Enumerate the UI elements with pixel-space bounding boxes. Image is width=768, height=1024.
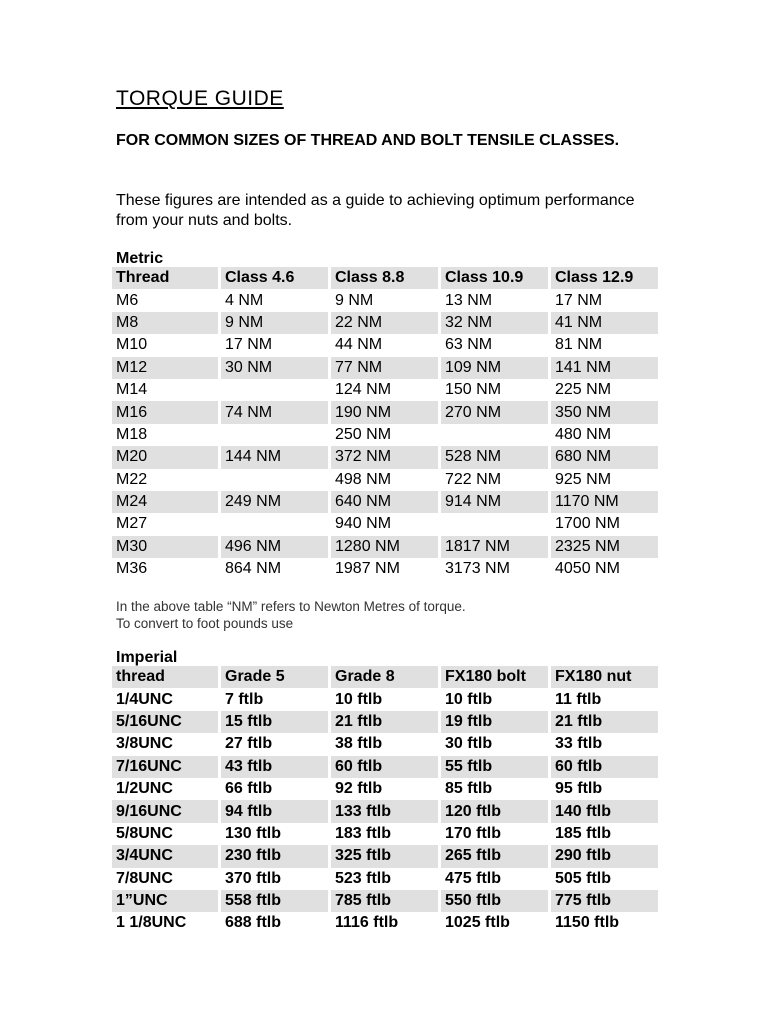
imperial-table-cell: 27 ftlb bbox=[221, 733, 331, 755]
imperial-table-cell: 11 ftlb bbox=[555, 690, 602, 708]
metric-table-cell: 32 NM bbox=[441, 312, 551, 334]
metric-table-cell: 77 NM bbox=[331, 357, 441, 379]
imperial-table-cell: 5/8UNC bbox=[112, 823, 221, 845]
metric-table-cell: 9 NM bbox=[331, 289, 441, 311]
imperial-table-row bbox=[112, 688, 658, 710]
metric-table-cell: M14 bbox=[112, 379, 221, 401]
imperial-table-cell: 5/16UNC bbox=[112, 711, 221, 733]
imperial-table-cell: 43 ftlb bbox=[221, 756, 331, 778]
imperial-table-cell: 140 ftlb bbox=[551, 800, 658, 822]
metric-table-cell: 225 NM bbox=[555, 381, 612, 399]
imperial-table-cell: 558 ftlb bbox=[221, 890, 331, 912]
imperial-table-cell: 30 ftlb bbox=[441, 733, 551, 755]
metric-header-row bbox=[112, 267, 658, 289]
imperial-column-header: FX180 nut bbox=[551, 666, 658, 688]
imperial-table-cell: 325 ftlb bbox=[331, 845, 441, 867]
metric-table-cell: M22 bbox=[112, 469, 221, 491]
metric-table-row bbox=[112, 312, 658, 334]
metric-table-cell: M18 bbox=[112, 424, 221, 446]
metric-table-cell: 350 NM bbox=[551, 401, 658, 423]
metric-table-cell: 30 NM bbox=[221, 357, 331, 379]
metric-table-cell: 480 NM bbox=[555, 425, 612, 443]
metric-table-cell: M8 bbox=[112, 312, 221, 334]
metric-table-cell: 63 NM bbox=[441, 334, 551, 356]
metric-table-cell bbox=[441, 513, 551, 535]
imperial-table-cell: 3/4UNC bbox=[112, 845, 221, 867]
metric-table-cell: 44 NM bbox=[331, 334, 441, 356]
metric-table-cell: 22 NM bbox=[331, 312, 441, 334]
imperial-table-cell: 290 ftlb bbox=[551, 845, 658, 867]
imperial-table-row bbox=[112, 756, 658, 778]
imperial-table-cell: 183 ftlb bbox=[331, 823, 441, 845]
imperial-table-cell: 475 ftlb bbox=[441, 868, 551, 890]
imperial-table-cell: 92 ftlb bbox=[331, 778, 441, 800]
imperial-table-cell: 505 ftlb bbox=[555, 869, 612, 887]
imperial-table-cell: 33 ftlb bbox=[555, 735, 603, 753]
imperial-table-cell: 1116 ftlb bbox=[331, 912, 441, 934]
imperial-table-row bbox=[112, 912, 658, 934]
metric-table-cell: M24 bbox=[112, 491, 221, 513]
imperial-table-cell: 1/4UNC bbox=[112, 688, 221, 710]
imperial-table-row bbox=[112, 800, 658, 822]
metric-table-cell: 640 NM bbox=[331, 491, 441, 513]
metric-table-cell: 1700 NM bbox=[555, 515, 620, 533]
metric-table-row bbox=[112, 513, 658, 535]
imperial-table-cell: 185 ftlb bbox=[555, 824, 612, 842]
metric-table-cell bbox=[221, 424, 331, 446]
imperial-table-row bbox=[112, 845, 658, 867]
metric-table-cell: 150 NM bbox=[441, 379, 551, 401]
metric-table-cell: M12 bbox=[112, 357, 221, 379]
metric-column-header: Class 8.8 bbox=[331, 267, 441, 289]
metric-table-row bbox=[112, 446, 658, 468]
note-line-2: To convert to foot pounds use bbox=[116, 616, 294, 631]
imperial-column-header: FX180 bolt bbox=[441, 666, 551, 688]
metric-table-cell: 1280 NM bbox=[331, 536, 441, 558]
metric-table-row bbox=[112, 334, 658, 356]
imperial-table-row bbox=[112, 733, 658, 755]
imperial-table-cell: 15 ftlb bbox=[221, 711, 331, 733]
metric-table-cell: 864 NM bbox=[221, 558, 331, 580]
metric-column-header: Class 4.6 bbox=[221, 267, 331, 289]
imperial-table-row bbox=[112, 711, 658, 733]
imperial-table-cell: 7 ftlb bbox=[221, 688, 331, 710]
metric-table-row bbox=[112, 401, 658, 423]
imperial-table-cell: 3/8UNC bbox=[112, 733, 221, 755]
metric-table-cell: 9 NM bbox=[221, 312, 331, 334]
metric-table-cell: 1817 NM bbox=[441, 536, 551, 558]
imperial-table-cell: 66 ftlb bbox=[221, 778, 331, 800]
metric-table-cell: 4050 NM bbox=[555, 560, 620, 578]
metric-table-cell: 250 NM bbox=[331, 424, 441, 446]
metric-table-cell: 2325 NM bbox=[551, 536, 658, 558]
metric-table-cell: 74 NM bbox=[221, 401, 331, 423]
imperial-table-cell: 370 ftlb bbox=[221, 868, 331, 890]
intro-paragraph: These figures are intended as a guide to achieving optimum performance from your nuts and bolts. bbox=[116, 192, 635, 229]
metric-table-cell: M10 bbox=[112, 334, 221, 356]
imperial-table-cell: 1/2UNC bbox=[112, 778, 221, 800]
imperial-column-header: Grade 5 bbox=[221, 666, 331, 688]
metric-table-cell: 498 NM bbox=[331, 469, 441, 491]
note-line-1: In the above table “NM” refers to Newton Metres of torque. bbox=[116, 599, 466, 614]
metric-table-cell: 17 NM bbox=[555, 291, 603, 309]
document-subtitle: FOR COMMON SIZES OF THREAD AND BOLT TENSILE CLASSES. bbox=[116, 132, 620, 149]
imperial-table-cell: 55 ftlb bbox=[441, 756, 551, 778]
metric-table-cell: 722 NM bbox=[441, 469, 551, 491]
imperial-table-cell: 550 ftlb bbox=[441, 890, 551, 912]
metric-column-header: Class 10.9 bbox=[441, 267, 551, 289]
metric-table-cell bbox=[221, 379, 331, 401]
imperial-table-row bbox=[112, 778, 658, 800]
metric-column-header: Class 12.9 bbox=[551, 267, 658, 289]
imperial-table-row bbox=[112, 890, 658, 912]
imperial-table-cell: 1 1/8UNC bbox=[112, 912, 221, 934]
metric-table-cell: 914 NM bbox=[441, 491, 551, 513]
imperial-table-cell: 10 ftlb bbox=[331, 688, 441, 710]
document-title: TORQUE GUIDE bbox=[116, 87, 284, 110]
imperial-table-cell: 1150 ftlb bbox=[555, 914, 620, 932]
metric-table-cell: 124 NM bbox=[331, 379, 441, 401]
metric-table-cell: 81 NM bbox=[555, 336, 603, 354]
metric-table-cell: 17 NM bbox=[221, 334, 331, 356]
imperial-table-cell: 7/8UNC bbox=[112, 868, 221, 890]
metric-table-row bbox=[112, 289, 658, 311]
metric-table-cell: 372 NM bbox=[331, 446, 441, 468]
imperial-table-cell: 133 ftlb bbox=[331, 800, 441, 822]
metric-table-row bbox=[112, 558, 658, 580]
metric-table-cell: M27 bbox=[112, 513, 221, 535]
imperial-table-cell: 19 ftlb bbox=[441, 711, 551, 733]
imperial-table-row bbox=[112, 868, 658, 890]
imperial-table-cell: 21 ftlb bbox=[331, 711, 441, 733]
imperial-section-label: Imperial bbox=[116, 649, 178, 666]
metric-table-cell: 144 NM bbox=[221, 446, 331, 468]
metric-table-cell: M20 bbox=[112, 446, 221, 468]
metric-table-cell: 680 NM bbox=[551, 446, 658, 468]
imperial-column-header: thread bbox=[112, 666, 221, 688]
metric-table-cell: 270 NM bbox=[441, 401, 551, 423]
metric-table-cell: M6 bbox=[112, 289, 221, 311]
imperial-table-cell: 785 ftlb bbox=[331, 890, 441, 912]
imperial-table-cell: 10 ftlb bbox=[441, 688, 551, 710]
metric-table-cell: 4 NM bbox=[221, 289, 331, 311]
imperial-header-row bbox=[112, 666, 658, 688]
metric-table-cell bbox=[221, 513, 331, 535]
imperial-table-cell: 85 ftlb bbox=[441, 778, 551, 800]
imperial-table-cell: 120 ftlb bbox=[441, 800, 551, 822]
metric-table-cell: 1170 NM bbox=[551, 491, 658, 513]
imperial-table-cell: 60 ftlb bbox=[551, 756, 658, 778]
metric-table-row bbox=[112, 379, 658, 401]
metric-table-row bbox=[112, 536, 658, 558]
imperial-table-row bbox=[112, 823, 658, 845]
metric-table-cell: M36 bbox=[112, 558, 221, 580]
imperial-table-cell: 9/16UNC bbox=[112, 800, 221, 822]
metric-table-row bbox=[112, 357, 658, 379]
metric-table-cell: 528 NM bbox=[441, 446, 551, 468]
metric-table-cell: 41 NM bbox=[551, 312, 658, 334]
imperial-column-header: Grade 8 bbox=[331, 666, 441, 688]
imperial-table-cell: 523 ftlb bbox=[331, 868, 441, 890]
metric-table-cell: 3173 NM bbox=[441, 558, 551, 580]
imperial-table-cell: 130 ftlb bbox=[221, 823, 331, 845]
metric-table-cell: M16 bbox=[112, 401, 221, 423]
metric-table-cell: 109 NM bbox=[441, 357, 551, 379]
metric-table-cell: 1987 NM bbox=[331, 558, 441, 580]
imperial-table-cell: 230 ftlb bbox=[221, 845, 331, 867]
imperial-table-cell: 38 ftlb bbox=[331, 733, 441, 755]
imperial-table-cell: 775 ftlb bbox=[551, 890, 658, 912]
metric-table-cell bbox=[221, 469, 331, 491]
imperial-table-cell: 21 ftlb bbox=[551, 711, 658, 733]
metric-table-cell: 141 NM bbox=[551, 357, 658, 379]
metric-table-row bbox=[112, 491, 658, 513]
metric-table-cell: 496 NM bbox=[221, 536, 331, 558]
imperial-table-cell: 7/16UNC bbox=[112, 756, 221, 778]
imperial-table-cell: 60 ftlb bbox=[331, 756, 441, 778]
metric-section-label: Metric bbox=[116, 250, 164, 267]
metric-column-header: Thread bbox=[112, 267, 221, 289]
imperial-table-cell: 1025 ftlb bbox=[441, 912, 551, 934]
metric-table-cell: 249 NM bbox=[221, 491, 331, 513]
imperial-table-cell: 94 ftlb bbox=[221, 800, 331, 822]
metric-torque-table bbox=[112, 267, 658, 580]
imperial-torque-table bbox=[112, 666, 658, 935]
metric-table-cell bbox=[441, 424, 551, 446]
metric-table-row bbox=[112, 469, 658, 491]
metric-table-row bbox=[112, 424, 658, 446]
metric-table-cell: 13 NM bbox=[441, 289, 551, 311]
metric-table-cell: M30 bbox=[112, 536, 221, 558]
metric-table-cell: 940 NM bbox=[331, 513, 441, 535]
imperial-table-cell: 265 ftlb bbox=[441, 845, 551, 867]
imperial-table-cell: 688 ftlb bbox=[221, 912, 331, 934]
imperial-table-cell: 170 ftlb bbox=[441, 823, 551, 845]
imperial-table-cell: 95 ftlb bbox=[555, 780, 603, 798]
imperial-table-cell: 1”UNC bbox=[112, 890, 221, 912]
metric-table-cell: 925 NM bbox=[555, 470, 612, 488]
metric-table-cell: 190 NM bbox=[331, 401, 441, 423]
conversion-note bbox=[116, 598, 466, 632]
